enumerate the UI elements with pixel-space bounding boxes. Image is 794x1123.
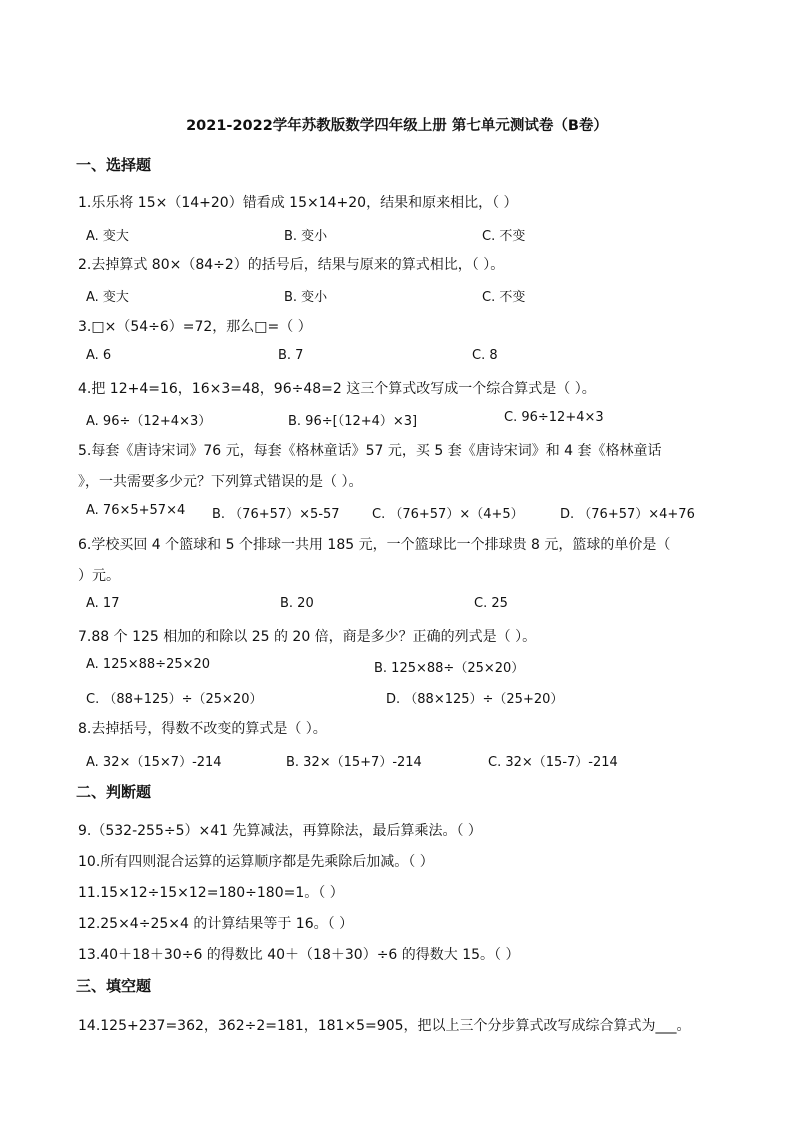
- question-8: 8.去掉括号，得数不改变的算式是（ ）。: [78, 721, 327, 737]
- question-10: 10.所有四则混合运算的运算顺序都是先乘除后加减。（ ）: [78, 854, 434, 870]
- question-5-line-1: 5.每套《唐诗宋词》76 元，每套《格林童话》57 元，买 5 套《唐诗宋词》和 4 套《格林童话: [78, 443, 662, 459]
- question-5-option-a: A. 76×5+57×4: [86, 503, 186, 518]
- question-6-option-c: C. 25: [474, 596, 508, 611]
- question-2-option-c: C. 不变: [482, 290, 526, 305]
- section-fill-in-blank: 三、填空题: [76, 977, 152, 995]
- question-7-option-b: B. 125×88÷（25×20）: [374, 661, 525, 676]
- question-11: 11.15×12÷15×12=180÷180=1。（ ）: [78, 885, 344, 901]
- question-8-option-c: C. 32×（15-7）-214: [488, 755, 618, 770]
- question-5-option-b: B. （76+57）×5-57: [212, 507, 340, 522]
- question-2-option-a: A. 变大: [86, 290, 129, 305]
- question-7-option-d: D. （88×125）÷（25+20）: [386, 692, 564, 707]
- question-1-option-a: A. 变大: [86, 229, 129, 244]
- question-5-line-2: 》，一共需要多少元？下列算式错误的是（ ）。: [78, 474, 363, 490]
- question-5-option-d: D. （76+57）×4+76: [560, 507, 695, 522]
- question-7-option-a: A. 125×88÷25×20: [86, 657, 211, 672]
- question-7: 7.88 个 125 相加的和除以 25 的 20 倍，商是多少？正确的列式是（ ）。: [78, 629, 537, 645]
- question-2: 2.去掉算式 80×（84÷2）的括号后，结果与原来的算式相比，（ ）。: [78, 257, 505, 273]
- question-4-option-a: A. 96÷（12+4×3）: [86, 414, 212, 429]
- section-multiple-choice: 一、选择题: [76, 156, 152, 174]
- section-true-false: 二、判断题: [76, 783, 152, 801]
- question-6-line-1: 6.学校买回 4 个篮球和 5 个排球一共用 185 元，一个篮球比一个排球贵 8 元，篮球的单价是（: [78, 537, 671, 553]
- question-6-option-b: B. 20: [280, 596, 314, 611]
- question-3-option-a: A. 6: [86, 348, 112, 363]
- question-14: 14.125+237=362，362÷2=181，181×5=905，把以上三个分步算式改写成综合算式为___。: [78, 1018, 691, 1034]
- question-6-line-2: ）元。: [78, 568, 120, 584]
- exam-title: 2021-2022学年苏教版数学四年级上册 第七单元测试卷（B卷）: [186, 118, 608, 134]
- question-3-option-b: B. 7: [278, 348, 304, 363]
- question-13: 13.40＋18＋30÷6 的得数比 40＋（18＋30）÷6 的得数大 15。（ ）: [78, 947, 520, 963]
- question-1: 1.乐乐将 15×（14+20）错看成 15×14+20，结果和原来相比，（ ）: [78, 195, 518, 211]
- question-1-option-c: C. 不变: [482, 229, 526, 244]
- question-5-option-c: C. （76+57）×（4+5）: [372, 507, 524, 522]
- question-1-option-b: B. 变小: [284, 229, 328, 244]
- question-9: 9.（532-255÷5）×41 先算减法，再算除法，最后算乘法。（ ）: [78, 823, 482, 839]
- question-4-option-c: C. 96÷12+4×3: [504, 410, 604, 425]
- question-3: 3.□×（54÷6）=72，那么□=（ ）: [78, 319, 312, 335]
- question-7-option-c: C. （88+125）÷（25×20）: [86, 692, 263, 707]
- question-12: 12.25×4÷25×4 的计算结果等于 16。（ ）: [78, 916, 354, 932]
- question-8-option-b: B. 32×（15+7）-214: [286, 755, 422, 770]
- question-3-option-c: C. 8: [472, 348, 498, 363]
- question-4: 4.把 12+4=16，16×3=48，96÷48=2 这三个算式改写成一个综合算式是（ ）。: [78, 381, 596, 397]
- question-6-option-a: A. 17: [86, 596, 120, 611]
- question-2-option-b: B. 变小: [284, 290, 328, 305]
- question-4-option-b: B. 96÷[（12+4）×3]: [288, 414, 418, 429]
- question-8-option-a: A. 32×（15×7）-214: [86, 755, 222, 770]
